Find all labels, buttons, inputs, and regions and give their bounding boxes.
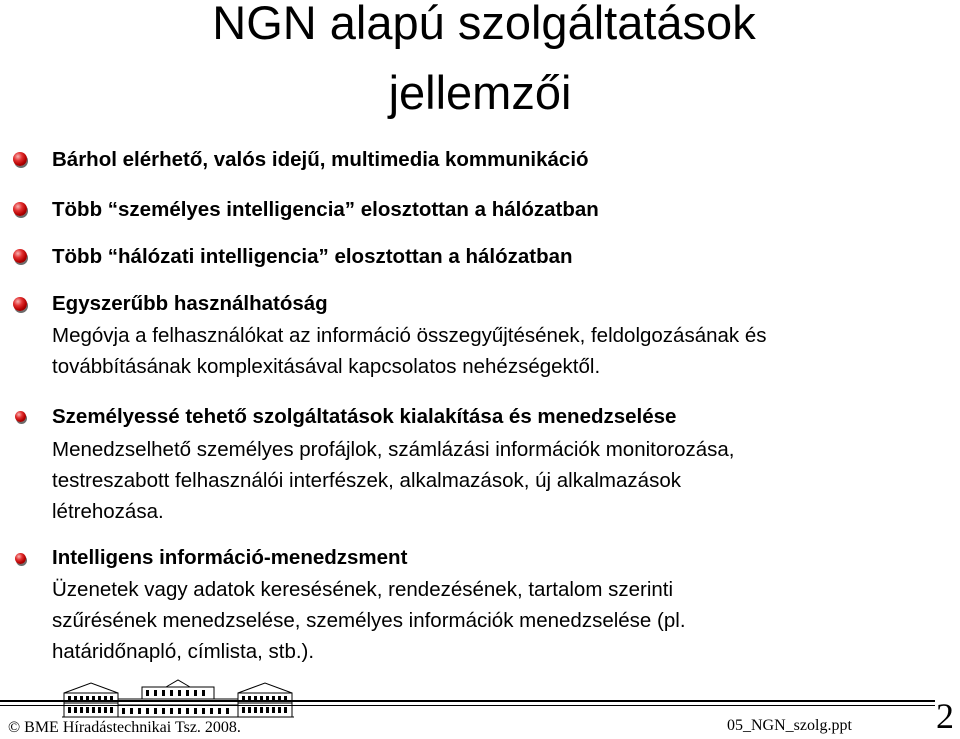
bullet-body — [52, 434, 735, 527]
bullet-body-line: létrehozása. — [52, 500, 164, 523]
slide-title-line-2: jellemzői — [388, 66, 572, 119]
bullet-body — [52, 574, 686, 667]
copyright-icon: © — [8, 719, 21, 736]
bullet-body-line: Üzenetek vagy adatok keresésének, rendezésének, tartalom szerinti — [52, 578, 674, 601]
bullet-icon — [13, 297, 27, 311]
bullet-heading: Bárhol elérhető, valós idejű, multimedia kommunikáció — [52, 148, 589, 171]
footer-rule — [0, 700, 935, 702]
bullet-icon — [13, 249, 27, 263]
bullet-icon — [13, 152, 27, 166]
bullet-body-line: határidőnapló, címlista, stb.). — [52, 640, 315, 663]
page-number: 2 — [936, 696, 954, 736]
bullet-heading: Intelligens információ-menedzsment — [52, 546, 408, 569]
slide-title-line-1: NGN alapú szolgáltatások — [212, 0, 756, 49]
bullet-heading: Személyessé tehető szolgáltatások kialakítása és menedzselése — [52, 405, 677, 428]
university-building-icon — [62, 679, 294, 719]
bullet-body-line: szűrésének menedzselése, személyes információk menedzselése (pl. — [52, 609, 686, 632]
bullet-body-line: testreszabott felhasználói interfészek, alkalmazások, új alkalmazások — [52, 469, 681, 492]
footer-organization-text: BME Híradástechnikai Tsz. 2008. — [24, 719, 241, 736]
bullet-body — [52, 320, 767, 382]
bullet-icon — [15, 553, 26, 564]
bullet-heading: Több “személyes intelligencia” elosztottan a hálózatban — [52, 198, 599, 221]
bullet-icon — [13, 202, 27, 216]
bullet-body-line: Megóvja a felhasználókat az információ összegyűjtésének, feldolgozásának és — [52, 324, 767, 347]
bullet-heading: Egyszerűbb használhatóság — [52, 292, 328, 315]
bullet-body-line: továbbításának komplexitásával kapcsolatos nehézségektől. — [52, 355, 601, 378]
bullet-body-line: Menedzselhető személyes profájlok, számlázási információk monitorozása, — [52, 438, 735, 461]
footer-filename: 05_NGN_szolg.ppt — [727, 717, 852, 734]
footer-organization — [8, 718, 241, 737]
bullet-heading: Több “hálózati intelligencia” elosztottan a hálózatban — [52, 245, 573, 268]
footer-rule-thin — [0, 705, 935, 706]
bullet-icon — [15, 411, 26, 422]
